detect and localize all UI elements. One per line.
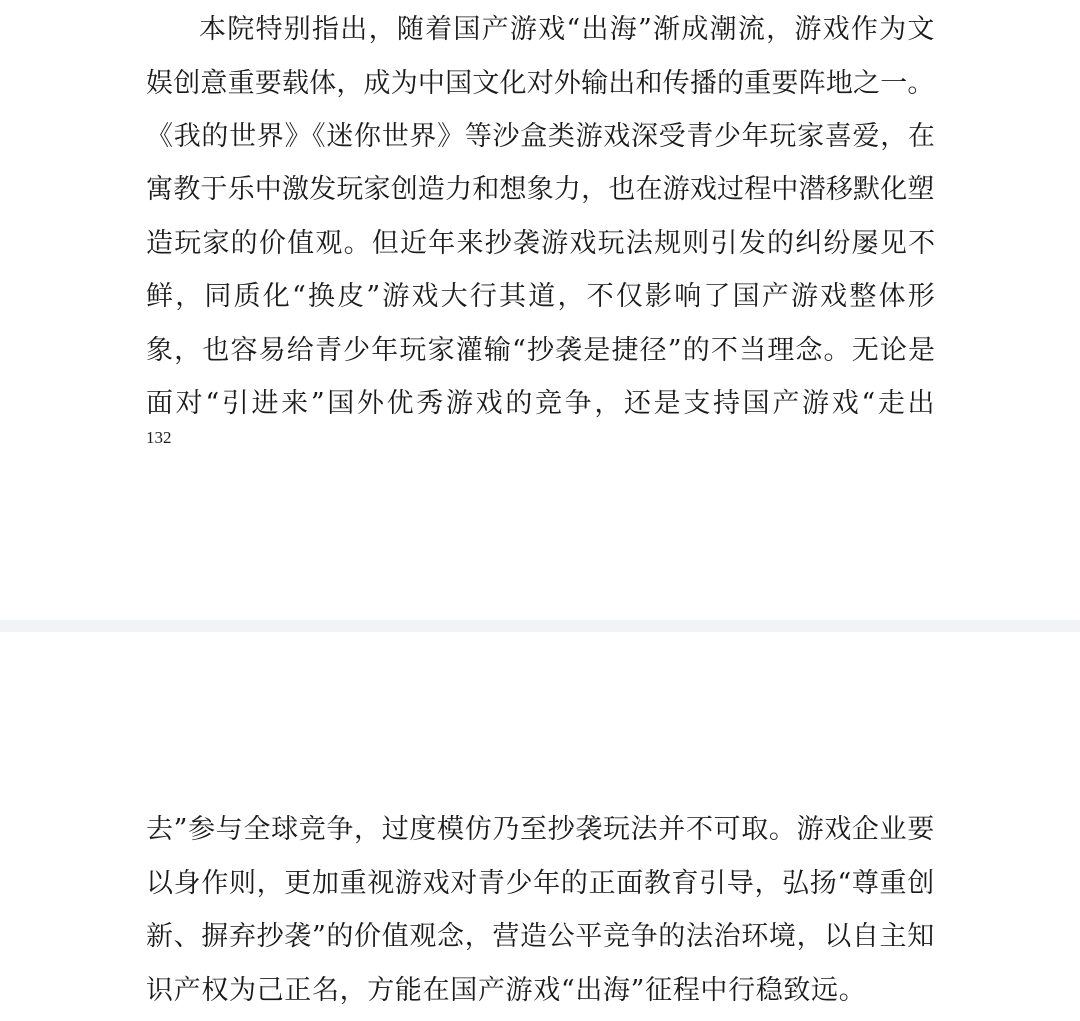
paragraph-line-5: 造玩家的价值观。但近年来抄袭游戏玩法规则引发的纠纷屡见不 <box>146 228 937 259</box>
document-page-bottom <box>0 632 1080 1021</box>
paragraph-line-6: 鲜，同质化“换皮”游戏大行其道，不仅影响了国产游戏整体形 <box>146 281 937 312</box>
paragraph-line-2: 娱创意重要载体，成为中国文化对外输出和传播的重要阵地之一。 <box>146 68 935 99</box>
paragraph-line-7: 象，也容易给青少年玩家灌输“抄袭是捷径”的不当理念。无论是 <box>146 335 937 366</box>
paragraph-line-11: 新、摒弃抄袭”的价值观念，营造公平竞争的法治环境，以自主知 <box>146 921 935 952</box>
paragraph-line-3: 《我的世界》《迷你世界》等沙盒类游戏深受青少年玩家喜爱，在 <box>146 121 936 152</box>
paragraph-line-1: 本院特别指出，随着国产游戏“出海”渐成潮流，游戏作为文 <box>199 14 936 45</box>
paragraph-line-9: 去”参与全球竞争，过度模仿乃至抄袭玩法并不可取。游戏企业要 <box>146 814 935 845</box>
paragraph-line-8: 面对“引进来”国外优秀游戏的竞争，还是支持国产游戏“走出 <box>146 388 938 419</box>
paragraph-line-12: 识产权为己正名，方能在国产游戏“出海”征程中行稳致远。 <box>146 975 867 1006</box>
page-number: 132 <box>146 428 172 447</box>
page-separator <box>0 620 1080 632</box>
paragraph-line-4: 寓教于乐中激发玩家创造力和想象力，也在游戏过程中潜移默化塑 <box>146 174 935 205</box>
paragraph-line-10: 以身作则，更加重视游戏对青少年的正面教育引导，弘扬“尊重创 <box>146 868 935 899</box>
